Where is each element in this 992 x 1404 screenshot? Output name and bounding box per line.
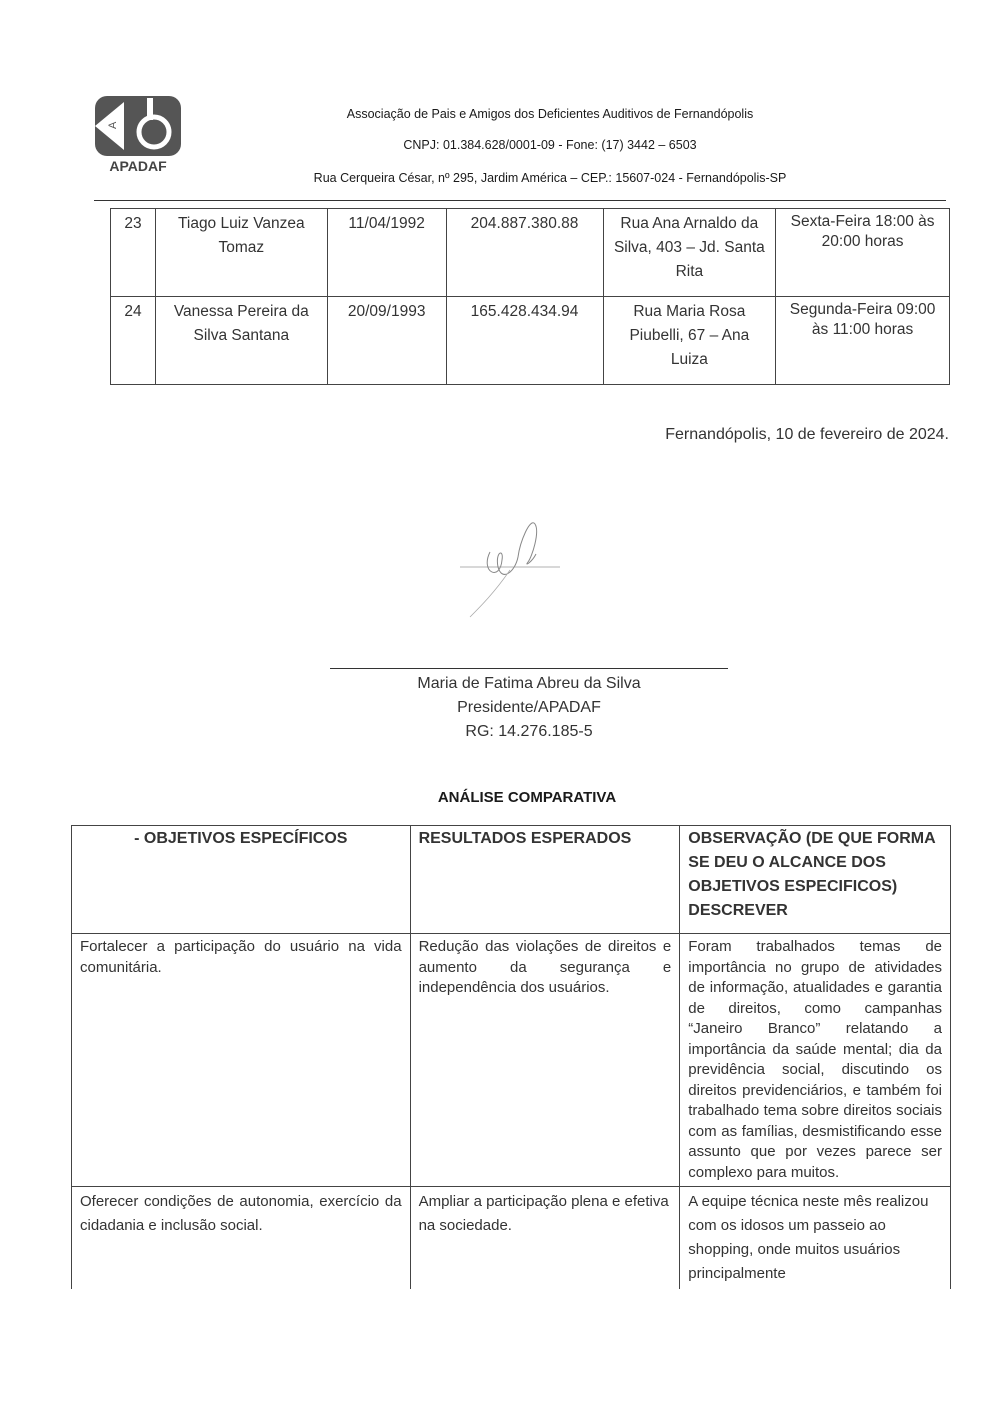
participant-birth-date: 11/04/1992 (327, 209, 446, 297)
table-row (111, 297, 950, 385)
analysis-title: ANÁLISE COMPARATIVA (437, 789, 617, 806)
result-cell: Ampliar a participação plena e efetiva na sociedade. (410, 1187, 680, 1290)
svg-text:A: A (107, 121, 119, 129)
objective-cell: Fortalecer a participação do usuário na vida comunitária. (72, 934, 411, 1187)
participant-schedule: Segunda-Feira 09:00 às 11:00 horas (776, 297, 950, 385)
participant-birth-date: 20/09/1993 (327, 297, 446, 385)
objective-cell: Oferecer condições de autonomia, exercício da cidadania e inclusão social. (72, 1187, 411, 1290)
header-objectives: - OBJETIVOS ESPECÍFICOS (72, 826, 411, 934)
organization-name: Associação de Pais e Amigos dos Deficientes Auditivos de Fernandópolis (346, 107, 754, 121)
participant-schedule: Sexta-Feira 18:00 às 20:00 horas (776, 209, 950, 297)
header-divider (94, 200, 946, 201)
header-observation: OBSERVAÇÃO (DE QUE FORMA SE DEU O ALCANCE DOS OBJETIVOS ESPECIFICOS) DESCREVER (680, 826, 951, 934)
signatory-role: Presidente/APADAF (457, 699, 601, 716)
participants-table (110, 208, 950, 385)
table-header-row (72, 826, 951, 934)
observation-cell: A equipe técnica neste mês realizou com os idosos um passeio ao shopping, onde muitos usuários principalmente (680, 1187, 951, 1290)
result-cell: Redução das violações de direitos e aumento da segurança e independência dos usuários. (410, 934, 680, 1187)
signature-line (330, 668, 728, 669)
apadaf-logo (92, 94, 184, 176)
date-line: Fernandópolis, 10 de fevereiro de 2024. (665, 426, 949, 443)
logo-text: APADAF (109, 158, 167, 174)
participant-number: 23 (111, 209, 156, 297)
participant-number: 24 (111, 297, 156, 385)
participant-address: Rua Ana Arnaldo da Silva, 403 – Jd. Santa Rita (603, 209, 776, 297)
organization-address: Rua Cerqueira César, nº 295, Jardim América – CEP.: 15607-024 - Fernandópolis-SP (313, 171, 787, 185)
participant-document: 165.428.434.94 (446, 297, 603, 385)
cnpj-phone: CNPJ: 01.384.628/0001-09 - Fone: (17) 3442 – 6503 (403, 138, 697, 152)
table-row (72, 934, 951, 1187)
analysis-table (71, 825, 951, 1289)
table-row (111, 209, 950, 297)
signatory-rg: RG: 14.276.185-5 (465, 723, 593, 740)
participant-name: Vanessa Pereira da Silva Santana (155, 297, 327, 385)
participant-name: Tiago Luiz Vanzea Tomaz (155, 209, 327, 297)
observation-cell: Foram trabalhados temas de importância no grupo de atividades de informação, atualidades e garantia de direitos, como campanhas “Janeiro Branco” relatando a importância da saúde mental; dia da previdência social, discutindo os direitos previdenciários, e também foi trabalhado tema sobre direitos sociais com as famílias, desmistificando esse assunto que por vezes parece ser complexo para muitos. (680, 934, 951, 1187)
signatory-name: Maria de Fatima Abreu da Silva (417, 675, 641, 692)
header-expected-results: RESULTADOS ESPERADOS (410, 826, 680, 934)
participant-document: 204.887.380.88 (446, 209, 603, 297)
handwritten-signature (440, 512, 580, 622)
participant-address: Rua Maria Rosa Piubelli, 67 – Ana Luiza (603, 297, 776, 385)
table-row (72, 1187, 951, 1290)
